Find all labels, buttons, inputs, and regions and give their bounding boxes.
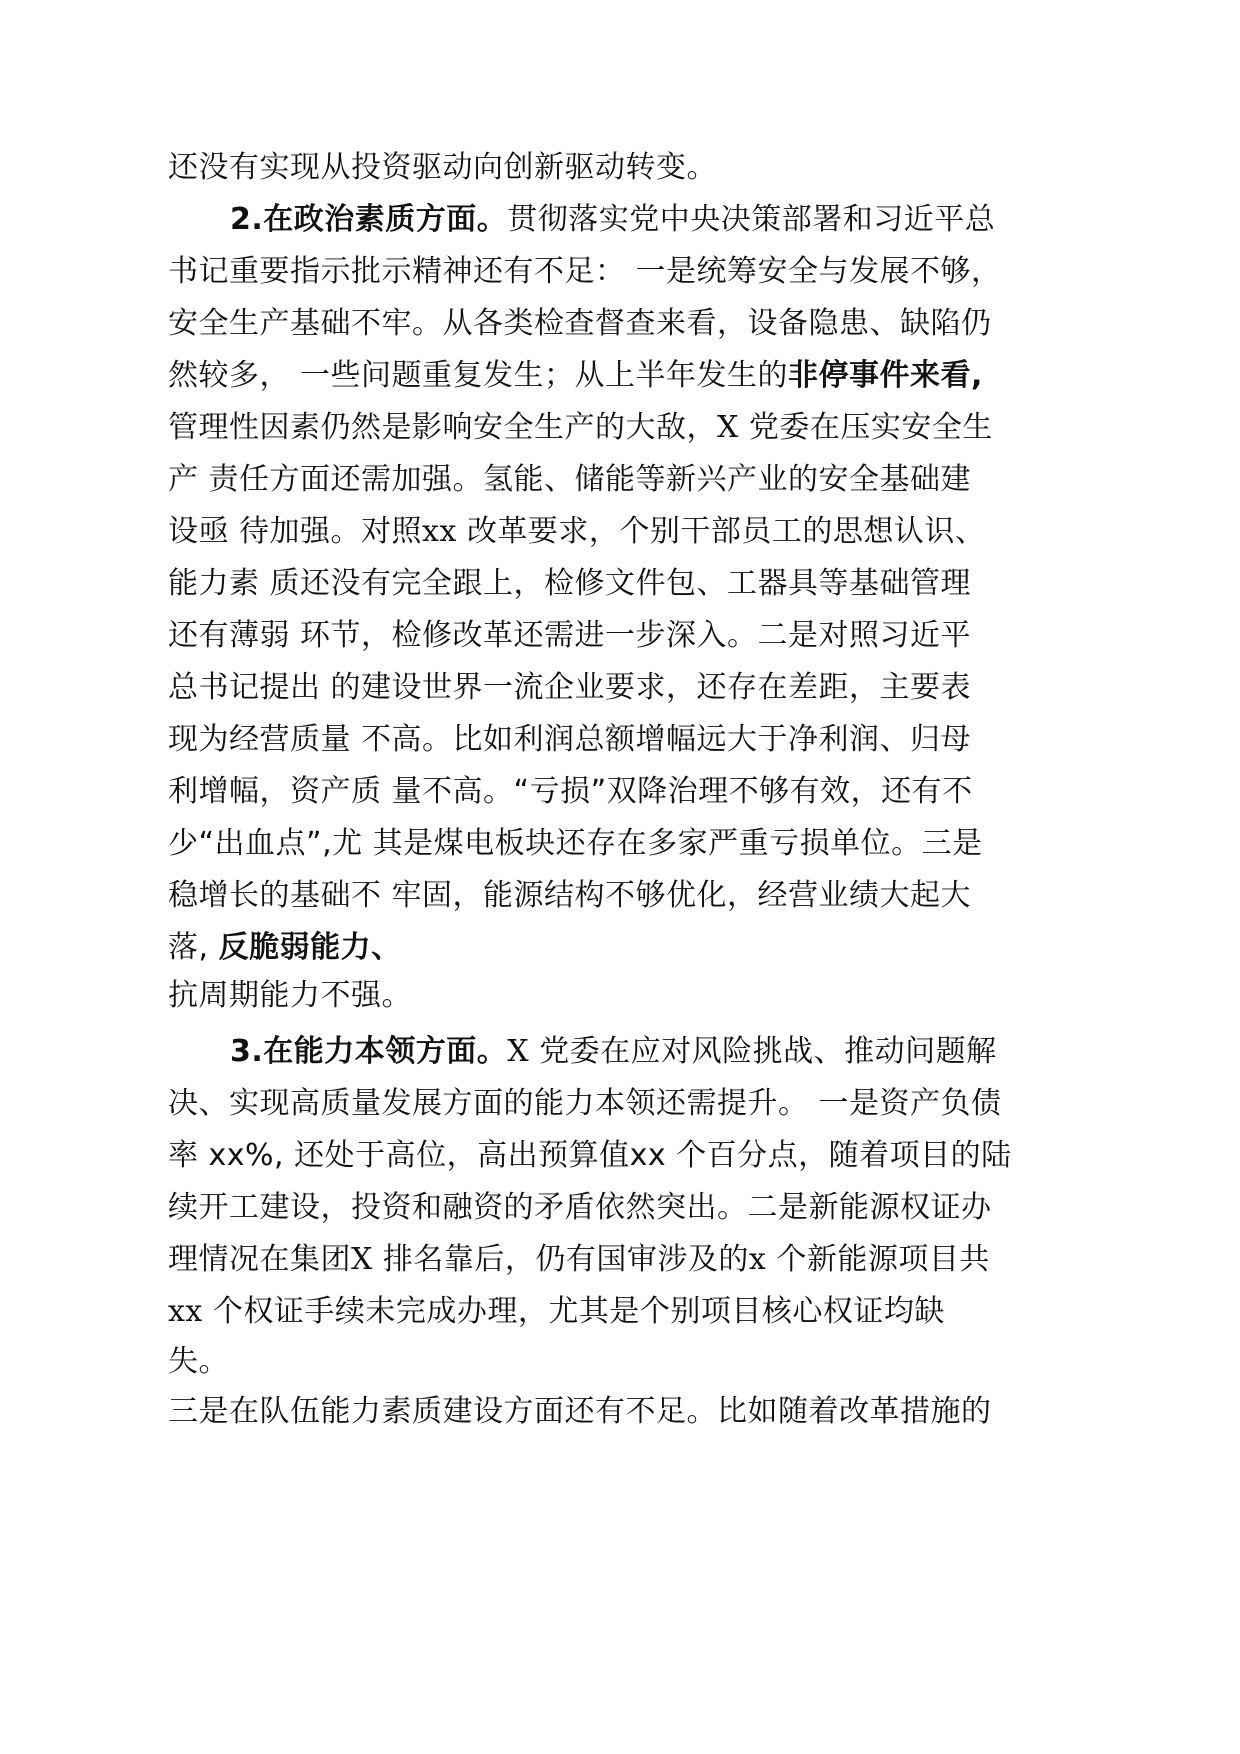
paragraph-line	[168, 562, 971, 606]
line-text-latin: X	[351, 1242, 373, 1277]
line-text: 率 xx%, 还处于高位，高出预算值xx 个百分点，随着项目的陆	[168, 1138, 1012, 1173]
line-text: 贯彻落实党中央决策部署和习近平总	[507, 202, 996, 237]
paragraph-line	[168, 458, 971, 502]
line-text: 个权证手续未完成办理，尤其是个别项目核心权证均缺	[212, 1294, 945, 1329]
line-text: 失。	[168, 1344, 229, 1379]
line-text-latin: X	[717, 410, 739, 445]
line-text-bold: 反脆弱能力、	[218, 930, 402, 965]
paragraph-line	[230, 198, 995, 242]
line-text: 落,	[168, 930, 209, 965]
paragraph-line	[230, 1030, 997, 1074]
line-text: 续开工建设，投资和融资的矛盾依然突出。二是新能源权证办	[168, 1190, 992, 1225]
paragraph-line	[168, 926, 402, 970]
paragraph-line	[168, 1238, 990, 1282]
paragraph-line	[168, 1082, 1002, 1126]
paragraph-line	[168, 1134, 1012, 1178]
line-text: 还有薄弱 环节，检修改革还需进一步深入。二是对照习近平	[168, 618, 972, 653]
line-text-bold: 非停事件来看,	[788, 358, 983, 393]
line-text: 管理性因素仍然是影响安全生产的大敌，	[168, 410, 717, 445]
paragraph-line	[168, 718, 971, 762]
line-text-latin: xx	[422, 514, 457, 549]
line-text: 党委在压实安全生	[748, 410, 993, 445]
paragraph-line	[168, 406, 993, 450]
section-heading: 3.在能力本领方面。	[230, 1034, 508, 1069]
paragraph-line	[168, 354, 983, 398]
line-text: 理情况在集团	[168, 1242, 351, 1277]
paragraph-line	[168, 1340, 229, 1384]
paragraph-line	[168, 614, 971, 658]
line-text: 稳增长的基础不 牢固，能源结构不够优化，经营业绩大起大	[168, 878, 972, 913]
line-text: 设亟 待加强。对照	[168, 514, 423, 549]
line-text: 党委在应对风险挑战、推动问题解	[539, 1034, 997, 1069]
line-text-latin: x	[748, 1242, 767, 1277]
paragraph-line	[168, 146, 717, 190]
paragraph-line	[168, 974, 412, 1018]
line-text: 然较多， 一些问题重复发生；从上半年发生的	[168, 358, 789, 393]
line-text: 能力素 质还没有完全跟上，检修文件包、工器具等基础管理	[168, 566, 972, 601]
paragraph-line	[168, 770, 973, 814]
paragraph-line	[168, 510, 985, 554]
line-text-latin: xx	[168, 1294, 203, 1329]
paragraph-line	[168, 1290, 945, 1334]
paragraph-line	[168, 1186, 992, 1230]
paragraph-line	[168, 1390, 992, 1434]
line-text: 三是在队伍能力素质建设方面还有不足。比如随着改革措施的	[168, 1394, 992, 1429]
paragraph-line	[168, 302, 992, 346]
line-text-latin: X	[507, 1034, 530, 1069]
line-text: 抗周期能力不强。	[168, 978, 412, 1013]
paragraph-line	[168, 666, 971, 710]
line-text: 决、实现高质量发展方面的能力本领还需提升。 一是资产负债	[168, 1086, 1002, 1121]
paragraph-line	[168, 874, 971, 918]
line-text: 安全生产基础不牢。从各类检查督查来看，设备隐患、缺陷仍	[168, 306, 992, 341]
section-heading: 2.在政治素质方面。	[230, 202, 508, 237]
line-text: 书记重要指示批示精神还有不足： 一是统筹安全与发展不够，	[168, 254, 1002, 289]
line-text: 还没有实现从投资驱动向创新驱动转变。	[168, 150, 717, 185]
line-text: 现为经营质量 不高。比如利润总额增幅远大于净利润、归母	[168, 722, 972, 757]
line-text: 利增幅，资产质 量不高。“亏损”双降治理不够有效，还有不	[168, 774, 973, 809]
line-text: 个新能源项目共	[776, 1242, 990, 1277]
paragraph-line	[168, 250, 1002, 294]
line-text: 总书记提出 的建设世界一流企业要求，还存在差距，主要表	[168, 670, 972, 705]
line-text: 少“出血点”,尤 其是煤电板块还存在多家严重亏损单位。三是	[168, 826, 983, 861]
line-text: 产 责任方面还需加强。氢能、储能等新兴产业的安全基础建	[168, 462, 972, 497]
paragraph-line	[168, 822, 983, 866]
line-text: 排名靠后，仍有国审涉及的	[382, 1242, 749, 1277]
line-text: 改革要求，个别干部员工的思想认识、	[466, 514, 986, 549]
